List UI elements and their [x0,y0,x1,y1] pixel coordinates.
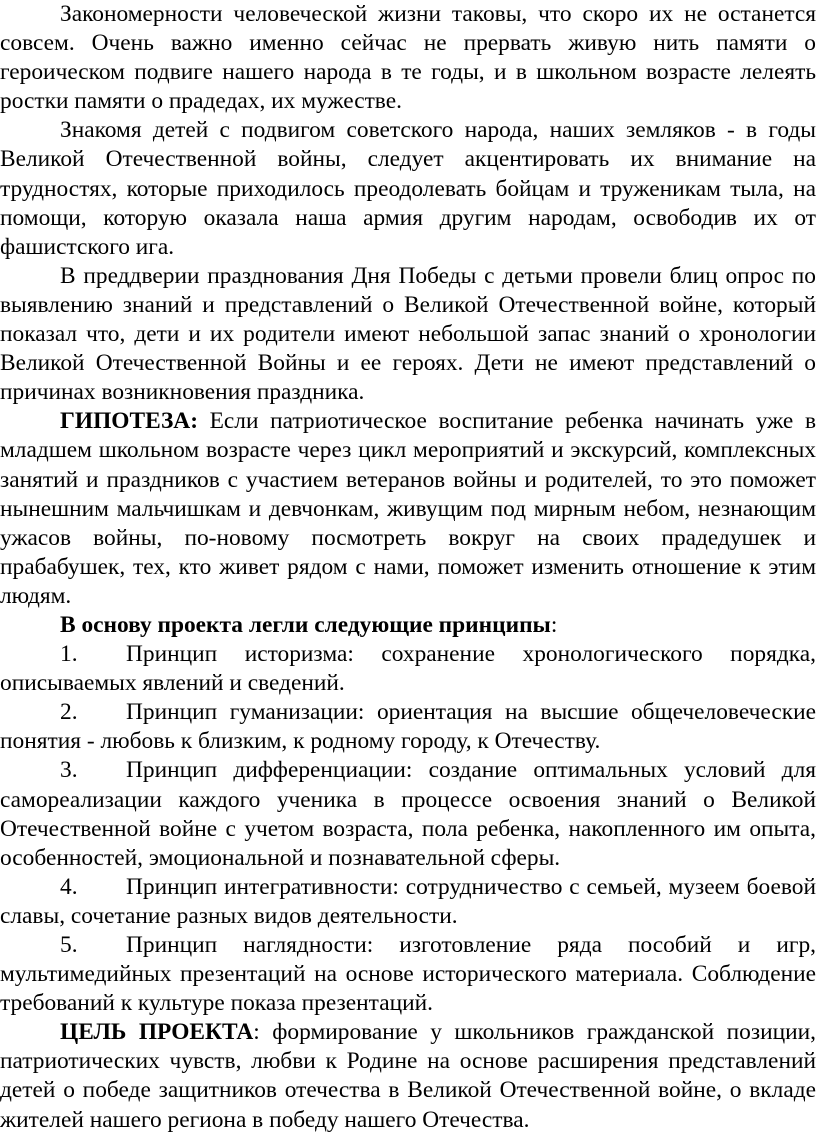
list-item-text: Принцип гуманизации: ориентация на высшие общечеловеческие понятия - любовь к близким, к родному городу, к Отечеству. [0,699,816,755]
paragraph-survey: В преддверии празднования Дня Победы с детьми провели блиц опрос по выявлению знаний и представлений о Великой Отечественной войне, который показал что, дети и их родители имеют небольшой запас знаний о хронологии Великой Отечественной Войны и ее героях. Дети не имеют представлений о причинах возникновения праздника. [0,262,816,406]
goal-text: : формирование у школьников гражданской позиции, патриотических чувств, любви к Родине на основе расширения представлений детей о победе защитников отечества в Великой Отечественной войне, о вкладе жителей нашего региона в победу нашего Отечества. [0,1019,816,1133]
paragraph-intro: Закономерности человеческой жизни таковы, что скоро их не останется совсем. Очень важно именно сейчас не прервать живую нить памяти о героическом подвиге нашего народа в те годы, и в школьном возрасте лелеять ростки памяти о прадедах, их мужестве. [0,1,816,115]
hypothesis-text: Если патриотическое воспитание ребенка начинать уже в младшем школьном возрасте через цикл мероприятий и экскурсий, комплексных занятий и праздников с участием ветеранов войны и родителей, то это поможет нынешним мальчишкам и девчонкам, живущим под мирным небом, незнающим ужасов войны, по-новому посмотреть вокруг на своих прадедушек и прабабушек, тех, кто живет рядом с нами, поможет изменить отношение к этим людям. [0,408,816,609]
list-item-number: 3. [60,757,78,784]
list-item [0,640,816,698]
list-item [0,931,816,1018]
list-item-number: 1. [60,641,78,668]
list-item-number: 5. [60,932,78,958]
goal-label: ЦЕЛЬ ПРОЕКТА [60,1019,254,1046]
principles-heading-paragraph [0,611,816,640]
paragraph-goal [0,1018,816,1134]
list-item [0,873,816,931]
list-item [0,756,816,872]
list-item-number: 4. [60,873,78,900]
principles-heading: В основу проекта легли следующие принципы [60,611,551,638]
list-item-text: Принцип дифференциации: создание оптимальных условий для самореализации каждого ученика в процессе освоения знаний о Великой Отечественной войне с учетом возраста, пола ребенка, накопленного им опыта, особенностей, эмоциональной и познавательной сферы. [0,757,816,871]
list-item-number: 2. [60,699,78,726]
hypothesis-label: ГИПОТЕЗА: [60,408,198,435]
list-item-text: Принцип интегративности: сотрудничество с семьей, музеем боевой славы, сочетание разных видов деятельности. [0,873,816,929]
list-item-text: Принцип наглядности: изготовление ряда пособий и игр, мультимедийных презентаций на основе исторического материала. Соблюдение требований к культуре показа презентаций. [0,932,816,1017]
paragraph-acquaintance: Знакомя детей с подвигом советского народа, наших земляков - в годы Великой Отечественной войны, следует акцентировать их внимание на трудностях, которые приходилось преодолевать бойцам и труженикам тыла, на помощи, которую оказала наша армия другим народам, освободив их от фашистского ига. [0,117,816,260]
list-item [0,698,816,756]
principles-heading-colon: : [550,611,558,638]
paragraph-hypothesis [0,407,816,611]
list-item-text: Принцип историзма: сохранение хронологического порядка, описываемых явлений и сведений. [0,641,816,697]
